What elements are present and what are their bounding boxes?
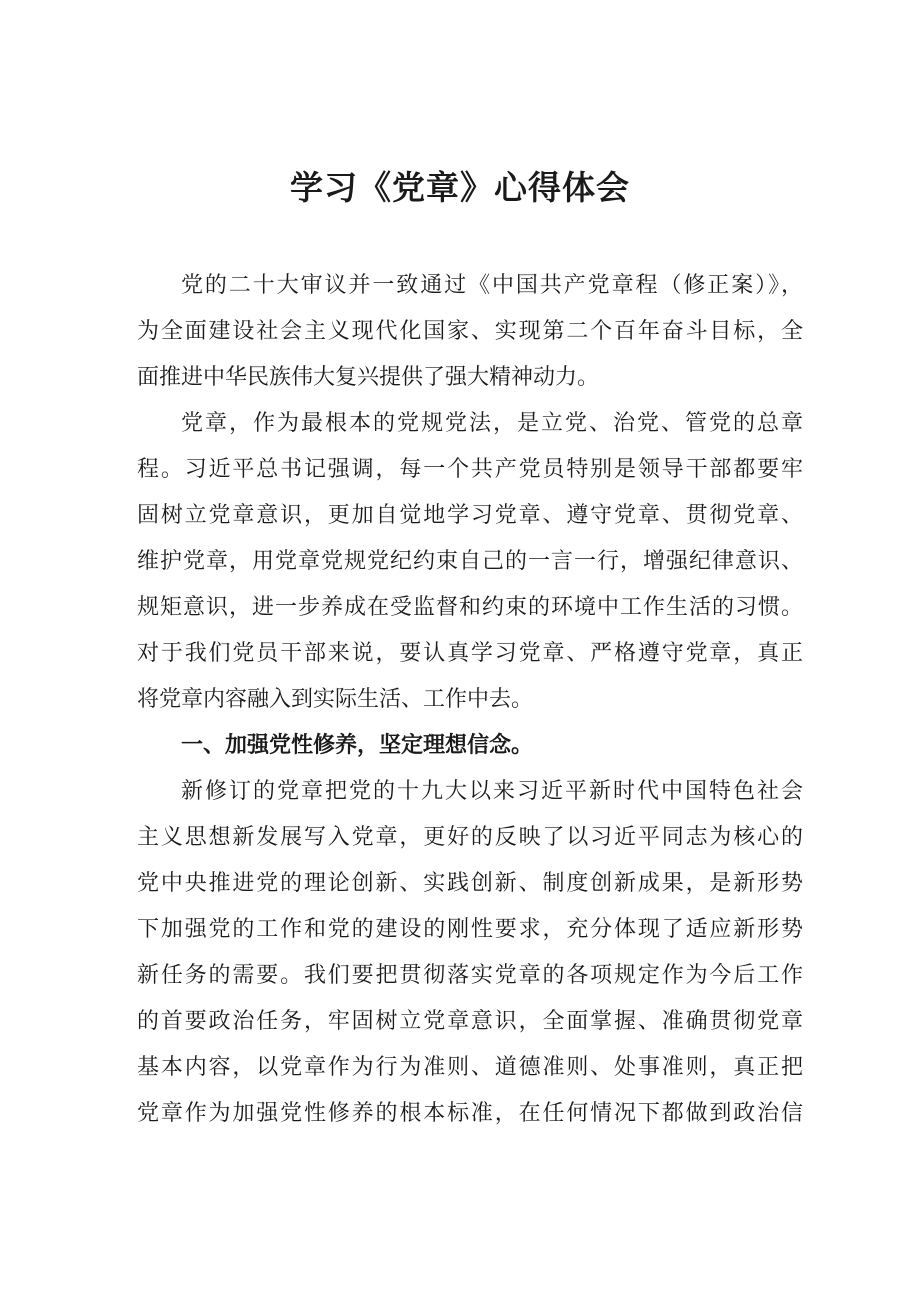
section-heading: 一、加强党性修养，坚定理想信念。 — [181, 733, 534, 758]
document-body — [137, 263, 803, 1137]
text-line: 下加强党的工作和党的建设的刚性要求，充分体现了适应新形势 — [137, 917, 803, 942]
text-line: 党中央推进党的理论创新、实践创新、制度创新成果，是新形势 — [137, 871, 803, 896]
text-line: 主义思想新发展写入党章，更好的反映了以习近平同志为核心的 — [137, 825, 803, 850]
text-line: 程。习近平总书记强调，每一个共产党员特别是领导干部都要牢 — [137, 457, 803, 482]
text-line: 维护党章，用党章党规党纪约束自己的一言一行，增强纪律意识、 — [137, 549, 803, 574]
text-line: 规矩意识，进一步养成在受监督和约束的环境中工作生活的习惯。 — [137, 595, 803, 620]
text-line: 面推进中华民族伟大复兴提供了强大精神动力。 — [137, 365, 600, 390]
text-line: 基本内容，以党章作为行为准则、道德准则、处事准则，真正把 — [137, 1055, 803, 1080]
text-line: 新任务的需要。我们要把贯彻落实党章的各项规定作为今后工作 — [137, 963, 803, 988]
text-line: 为全面建设社会主义现代化国家、实现第二个百年奋斗目标，全 — [137, 319, 803, 344]
text-line: 党的二十大审议并一致通过《中国共产党章程（修正案）》， — [181, 273, 803, 298]
text-line: 党章，作为最根本的党规党法，是立党、治党、管党的总章 — [181, 411, 803, 436]
document-title: 学习《党章》心得体会 — [290, 168, 630, 207]
text-line: 的首要政治任务，牢固树立党章意识，全面掌握、准确贯彻党章 — [137, 1009, 803, 1034]
text-line: 新修订的党章把党的十九大以来习近平新时代中国特色社会 — [181, 779, 803, 804]
text-line: 固树立党章意识，更加自觉地学习党章、遵守党章、贯彻党章、 — [137, 503, 803, 528]
text-line: 党章作为加强党性修养的根本标准，在任何情况下都做到政治信 — [137, 1101, 803, 1126]
text-line: 将党章内容融入到实际生活、工作中去。 — [137, 687, 534, 712]
text-line: 对于我们党员干部来说，要认真学习党章、严格遵守党章，真正 — [137, 641, 803, 666]
